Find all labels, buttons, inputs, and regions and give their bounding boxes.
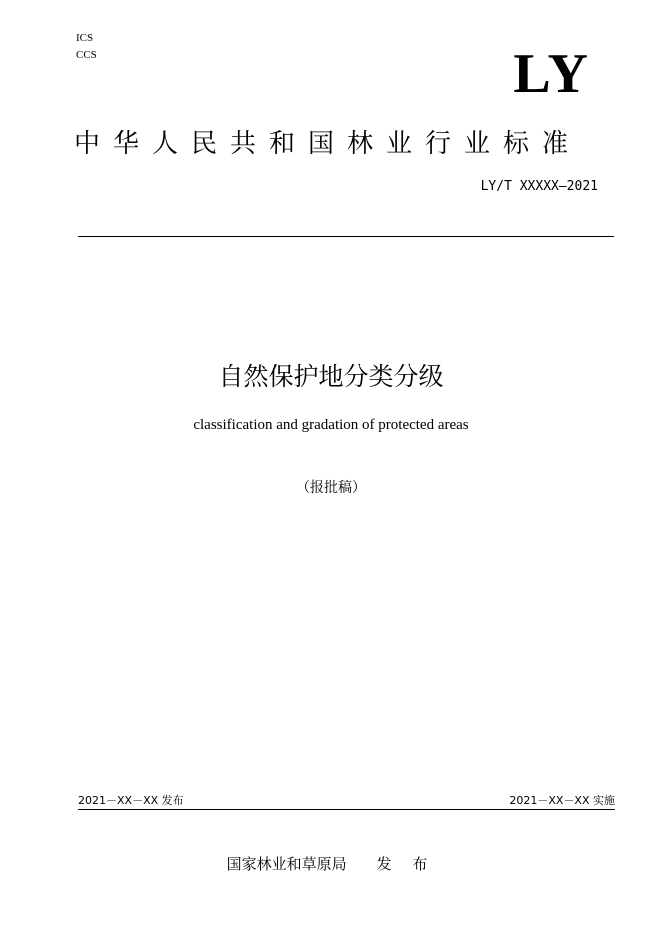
issue-date: 2021－XX－XX 发布 (78, 794, 184, 807)
header-divider (78, 236, 614, 237)
ccs-label: CCS (76, 49, 97, 61)
draft-status: （报批稿） (296, 480, 366, 496)
footer-divider (78, 809, 615, 810)
standard-name: 中华人民共和国林业行业标准 (74, 129, 582, 159)
standard-code: LY/T XXXXX—2021 (480, 179, 598, 194)
issue-action: 发 布 (376, 855, 436, 873)
document-title-chinese: 自然保护地分类分级 (218, 362, 444, 391)
ics-label: ICS (76, 32, 94, 44)
document-title-english: classification and gradation of protected areas (193, 417, 469, 433)
issuer-line (0, 852, 662, 876)
standard-logo: LY (513, 43, 590, 105)
implementation-date: 2021－XX－XX 实施 (509, 794, 615, 807)
issuing-organization: 国家林业和草原局 (226, 855, 347, 873)
